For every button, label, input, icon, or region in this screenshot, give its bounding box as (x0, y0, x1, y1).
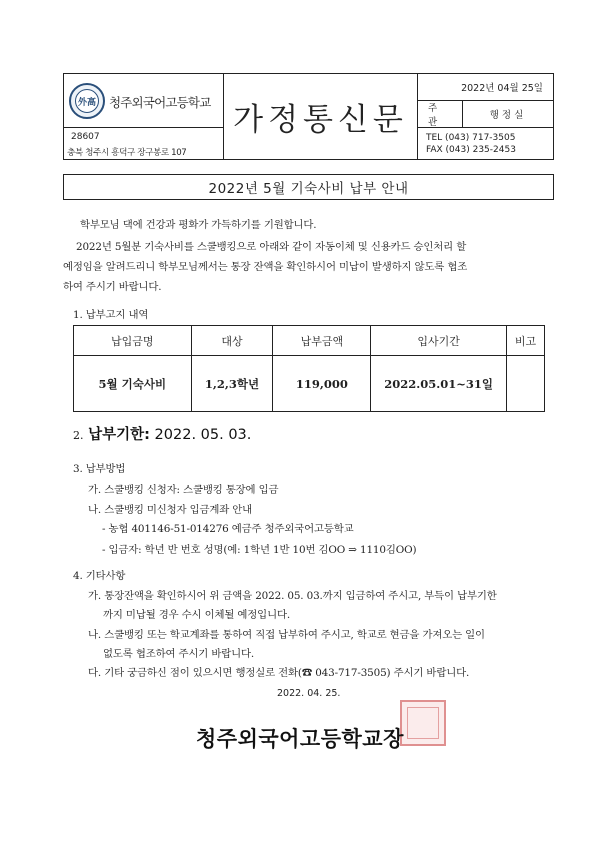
payment-deadline (73, 423, 251, 444)
table-row (74, 356, 545, 412)
issue-date: 2022년 04월 25일 (418, 74, 553, 101)
school-name-cell (64, 74, 223, 128)
fax-number: FAX (043) 235-2453 (426, 145, 516, 155)
school-info-block (64, 74, 224, 159)
cell-target: 1,2,3학년 (191, 356, 273, 412)
account-info: - 농협 401146-51-014276 예금주 청주외국어고등학교 (102, 523, 354, 535)
section-4-title: 4. 기타사항 (73, 570, 126, 582)
emblem-center: 外高 (75, 89, 99, 113)
note-item-continued: 없도록 협조하여 주시기 바랍니다. (103, 648, 255, 660)
letter-header (63, 73, 554, 160)
deadline-label: 납부기한: (88, 427, 150, 443)
footer-date: 2022. 04. 25. (277, 688, 341, 699)
phone-number: TEL (043) 717-3505 (426, 133, 516, 143)
note-item-continued: 까지 미납될 경우 수시 이체될 예정입니다. (103, 609, 291, 621)
method-item: 나. 스쿨뱅킹 미신청자 입금계좌 안내 (88, 504, 253, 516)
section-3-title: 3. 납부방법 (73, 463, 126, 475)
note-item: 나. 스쿨뱅킹 또는 학교계좌를 통하여 직접 납부하여 주시고, 학교로 현금을 가져오는 일이 (88, 629, 485, 641)
cell-period: 2022.05.01~31일 (371, 356, 507, 412)
col-header-item: 납입금명 (74, 326, 192, 356)
section-2-number: 2. (73, 429, 84, 442)
document-meta-block (417, 74, 553, 159)
school-emblem-icon (69, 83, 105, 119)
official-seal-icon (400, 700, 446, 746)
depositor-format: - 입금자: 학년 반 번호 성명(예: 1학년 1반 10번 김OO ⇒ 1110김OO) (102, 544, 417, 556)
deadline-value: 2022. 05. 03. (154, 427, 252, 443)
cell-amount: 119,000 (273, 356, 371, 412)
department-label: 주관 (418, 101, 463, 127)
col-header-target: 대상 (191, 326, 273, 356)
intro-line: 학부모님 댁에 건강과 평화가 가득하기를 기원합니다. (80, 219, 317, 231)
school-name: 청주외국어고등학교 (109, 95, 211, 110)
method-item: 가. 스쿨뱅킹 신청자: 스쿨뱅킹 통장에 입금 (88, 484, 279, 496)
intro-line: 예정임을 알려드리니 학부모님께서는 통장 잔액을 확인하시어 미납이 발생하지 않도록 협조 (63, 261, 468, 273)
col-header-amount: 납부금액 (273, 326, 371, 356)
intro-line: 하여 주시기 바랍니다. (63, 281, 162, 293)
department-value: 행정실 (489, 110, 527, 121)
principal-signature: 청주외국어고등학교장 (196, 726, 404, 751)
col-header-note: 비고 (507, 326, 545, 356)
document-title: 가정통신문 (233, 102, 408, 138)
school-address: 충북 청주시 흥덕구 장구봉로 107 (67, 148, 187, 158)
zip-code: 28607 (71, 132, 100, 142)
cell-item: 5월 기숙사비 (74, 356, 192, 412)
subject-title: 2022년 5월 기숙사비 납부 안내 (63, 174, 554, 200)
department-row (418, 101, 553, 128)
payment-table (73, 325, 545, 412)
note-item: 가. 통장잔액을 확인하시어 위 금액을 2022. 05. 03.까지 입금하여 주시고, 부득이 납부기한 (88, 590, 497, 602)
section-1-title: 1. 납부고지 내역 (73, 309, 149, 321)
cell-note (507, 356, 545, 412)
note-item: 다. 기타 궁금하신 점이 있으시면 행정실로 전화(☎ 043-717-3505) 주시기 바랍니다. (88, 667, 470, 679)
col-header-period: 입사기간 (371, 326, 507, 356)
table-header-row (74, 326, 545, 356)
intro-line: 2022년 5월분 기숙사비를 스쿨뱅킹으로 아래와 같이 자동이체 및 신용카드 승인처리 할 (76, 241, 467, 253)
